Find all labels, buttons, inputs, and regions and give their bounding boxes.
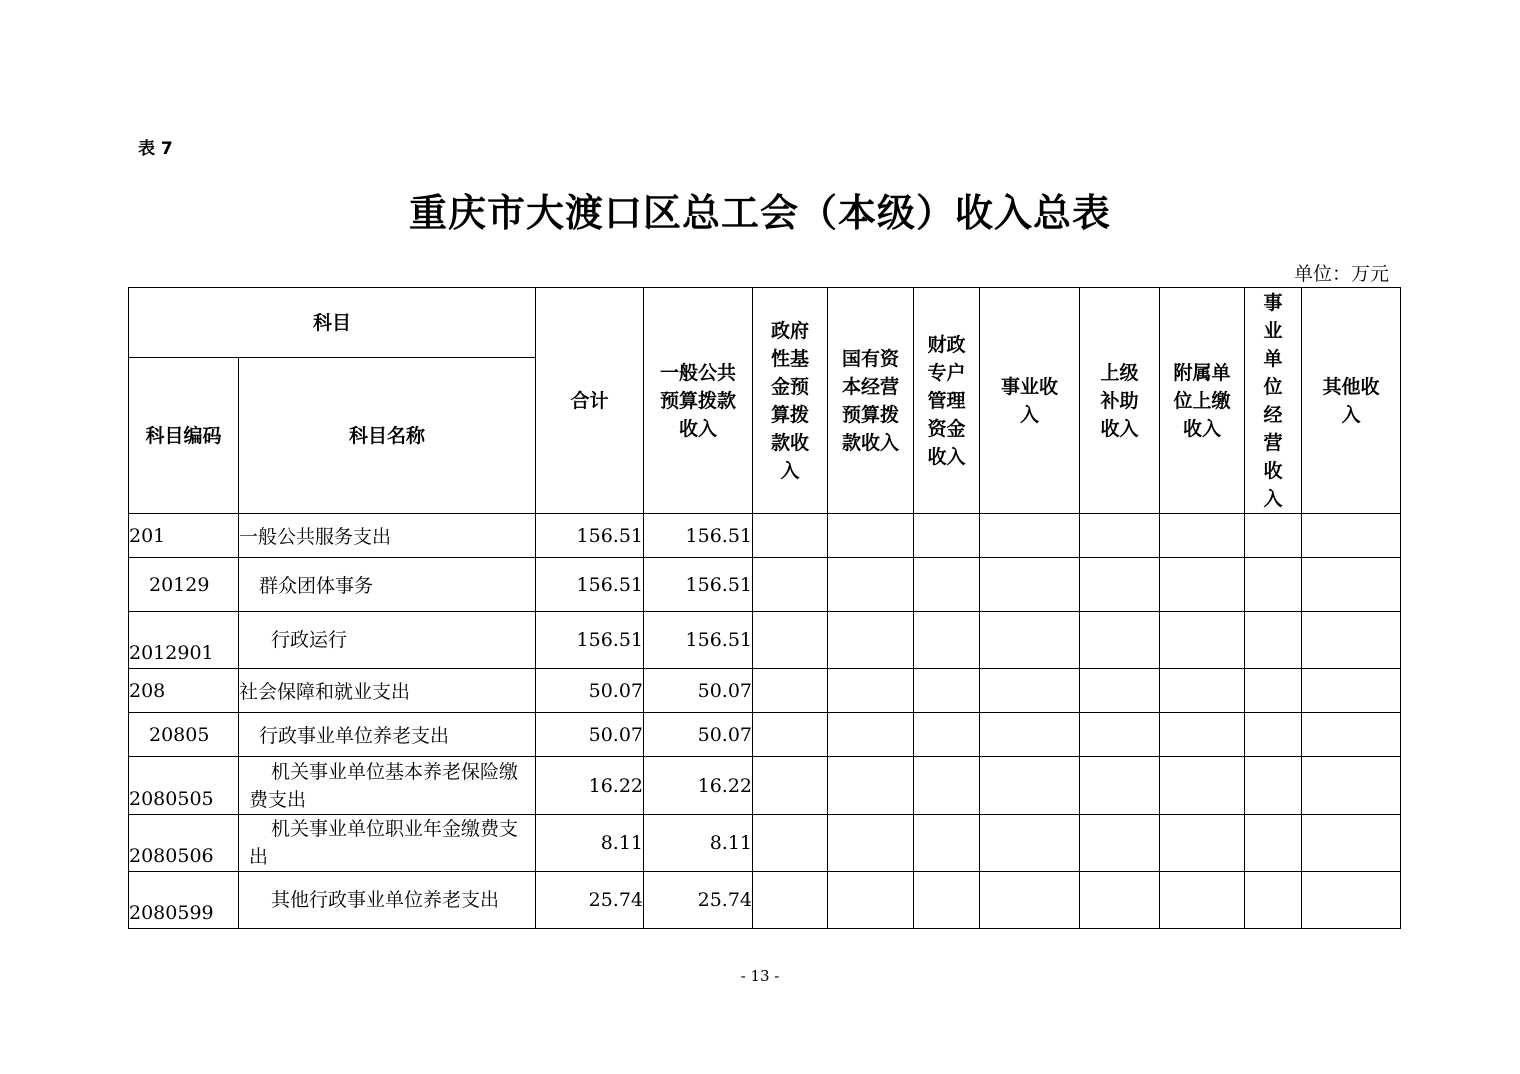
empty-cell <box>828 757 914 815</box>
empty-cell <box>753 713 828 757</box>
header-other-income: 其他收入 <box>1302 288 1401 514</box>
empty-cell <box>1080 815 1160 872</box>
general-budget-value: 50.07 <box>644 669 753 713</box>
empty-cell <box>1080 757 1160 815</box>
empty-cell <box>1245 669 1302 713</box>
empty-cell <box>753 514 828 558</box>
empty-cell <box>1080 669 1160 713</box>
subject-name: 行政事业单位养老支出 <box>239 713 536 757</box>
empty-cell <box>1245 514 1302 558</box>
empty-cell <box>980 815 1080 872</box>
empty-cell <box>1160 669 1245 713</box>
header-business-operation: 事业单位经营收入 <box>1245 288 1302 514</box>
empty-cell <box>1080 713 1160 757</box>
table-row <box>129 713 1401 757</box>
subject-name-text: 其他行政事业单位养老支出 <box>271 889 500 911</box>
empty-cell <box>753 669 828 713</box>
subject-name <box>239 872 536 929</box>
header-general-budget: 一般公共预算拨款收入 <box>644 288 753 514</box>
empty-cell <box>1160 514 1245 558</box>
empty-cell <box>1080 514 1160 558</box>
empty-cell <box>1245 713 1302 757</box>
empty-cell <box>914 669 980 713</box>
subject-code: 2080505 <box>129 757 239 815</box>
empty-cell <box>1302 713 1401 757</box>
header-state-capital: 国有资本经营预算拨款收入 <box>828 288 914 514</box>
empty-cell <box>1245 558 1302 612</box>
subject-code: 20129 <box>129 558 239 612</box>
total-value: 156.51 <box>536 514 644 558</box>
unit-label: 单位：万元 <box>1293 263 1389 285</box>
subject-code: 2080506 <box>129 815 239 872</box>
empty-cell <box>914 612 980 669</box>
empty-cell <box>1245 872 1302 929</box>
empty-cell <box>1245 757 1302 815</box>
page-title: 重庆市大渡口区总工会（本级）收入总表 <box>408 191 1111 235</box>
empty-cell <box>914 514 980 558</box>
total-value: 50.07 <box>536 713 644 757</box>
empty-cell <box>753 612 828 669</box>
empty-cell <box>828 514 914 558</box>
empty-cell <box>1160 612 1245 669</box>
empty-cell <box>828 612 914 669</box>
empty-cell <box>980 669 1080 713</box>
empty-cell <box>1080 872 1160 929</box>
empty-cell <box>1302 757 1401 815</box>
header-subject-code: 科目编码 <box>129 358 239 514</box>
general-budget-value: 156.51 <box>644 514 753 558</box>
empty-cell <box>980 612 1080 669</box>
header-subject-name: 科目名称 <box>239 358 536 514</box>
empty-cell <box>1302 612 1401 669</box>
income-summary-table <box>128 287 1401 929</box>
subject-name-text: 行政运行 <box>271 629 348 651</box>
header-business-income: 事业收入 <box>980 288 1080 514</box>
subject-name <box>239 815 536 872</box>
empty-cell <box>914 558 980 612</box>
empty-cell <box>1302 872 1401 929</box>
table-row <box>129 757 1401 815</box>
subject-code: 20805 <box>129 713 239 757</box>
general-budget-value: 25.74 <box>644 872 753 929</box>
header-subject-group: 科目 <box>129 288 536 358</box>
empty-cell <box>828 815 914 872</box>
empty-cell <box>753 558 828 612</box>
empty-cell <box>980 757 1080 815</box>
total-value: 156.51 <box>536 558 644 612</box>
table-label: 表 7 <box>138 139 173 159</box>
subject-code: 201 <box>129 514 239 558</box>
empty-cell <box>1245 612 1302 669</box>
empty-cell <box>1302 558 1401 612</box>
general-budget-value: 8.11 <box>644 815 753 872</box>
total-value: 16.22 <box>536 757 644 815</box>
general-budget-value: 156.51 <box>644 558 753 612</box>
header-total: 合计 <box>536 288 644 514</box>
table-row <box>129 815 1401 872</box>
empty-cell <box>1080 612 1160 669</box>
empty-cell <box>980 713 1080 757</box>
empty-cell <box>1160 713 1245 757</box>
general-budget-value: 50.07 <box>644 713 753 757</box>
empty-cell <box>980 872 1080 929</box>
empty-cell <box>1245 815 1302 872</box>
subject-code: 208 <box>129 669 239 713</box>
empty-cell <box>914 713 980 757</box>
subject-name-text: 机关事业单位基本养老保险缴费支出 <box>249 760 519 811</box>
empty-cell <box>1160 872 1245 929</box>
empty-cell <box>1160 757 1245 815</box>
empty-cell <box>1302 669 1401 713</box>
header-affiliated-payment: 附属单位上缴收入 <box>1160 288 1245 514</box>
subject-code: 2012901 <box>129 612 239 669</box>
empty-cell <box>828 669 914 713</box>
total-value: 156.51 <box>536 612 644 669</box>
subject-name <box>239 757 536 815</box>
empty-cell <box>753 815 828 872</box>
subject-name-text: 机关事业单位职业年金缴费支出 <box>249 818 519 868</box>
empty-cell <box>753 757 828 815</box>
subject-name: 一般公共服务支出 <box>239 514 536 558</box>
empty-cell <box>828 872 914 929</box>
empty-cell <box>914 872 980 929</box>
empty-cell <box>914 815 980 872</box>
empty-cell <box>1160 558 1245 612</box>
empty-cell <box>753 872 828 929</box>
subject-name <box>239 612 536 669</box>
empty-cell <box>828 713 914 757</box>
empty-cell <box>980 558 1080 612</box>
header-gov-fund: 政府性基金预算拨款收入 <box>753 288 828 514</box>
table-row <box>129 514 1401 558</box>
total-value: 50.07 <box>536 669 644 713</box>
total-value: 25.74 <box>536 872 644 929</box>
subject-code: 2080599 <box>129 872 239 929</box>
header-superior-subsidy: 上级补助收入 <box>1080 288 1160 514</box>
general-budget-value: 156.51 <box>644 612 753 669</box>
empty-cell <box>1160 815 1245 872</box>
empty-cell <box>1080 558 1160 612</box>
empty-cell <box>828 558 914 612</box>
table-row <box>129 558 1401 612</box>
empty-cell <box>980 514 1080 558</box>
table-row <box>129 669 1401 713</box>
page-number: - 13 - <box>740 967 780 985</box>
general-budget-value: 16.22 <box>644 757 753 815</box>
header-special-account: 财政专户管理资金收入 <box>914 288 980 514</box>
total-value: 8.11 <box>536 815 644 872</box>
empty-cell <box>1302 815 1401 872</box>
table-row <box>129 612 1401 669</box>
subject-name: 社会保障和就业支出 <box>239 669 536 713</box>
empty-cell <box>1302 514 1401 558</box>
subject-name: 群众团体事务 <box>239 558 536 612</box>
empty-cell <box>914 757 980 815</box>
table-row <box>129 872 1401 929</box>
